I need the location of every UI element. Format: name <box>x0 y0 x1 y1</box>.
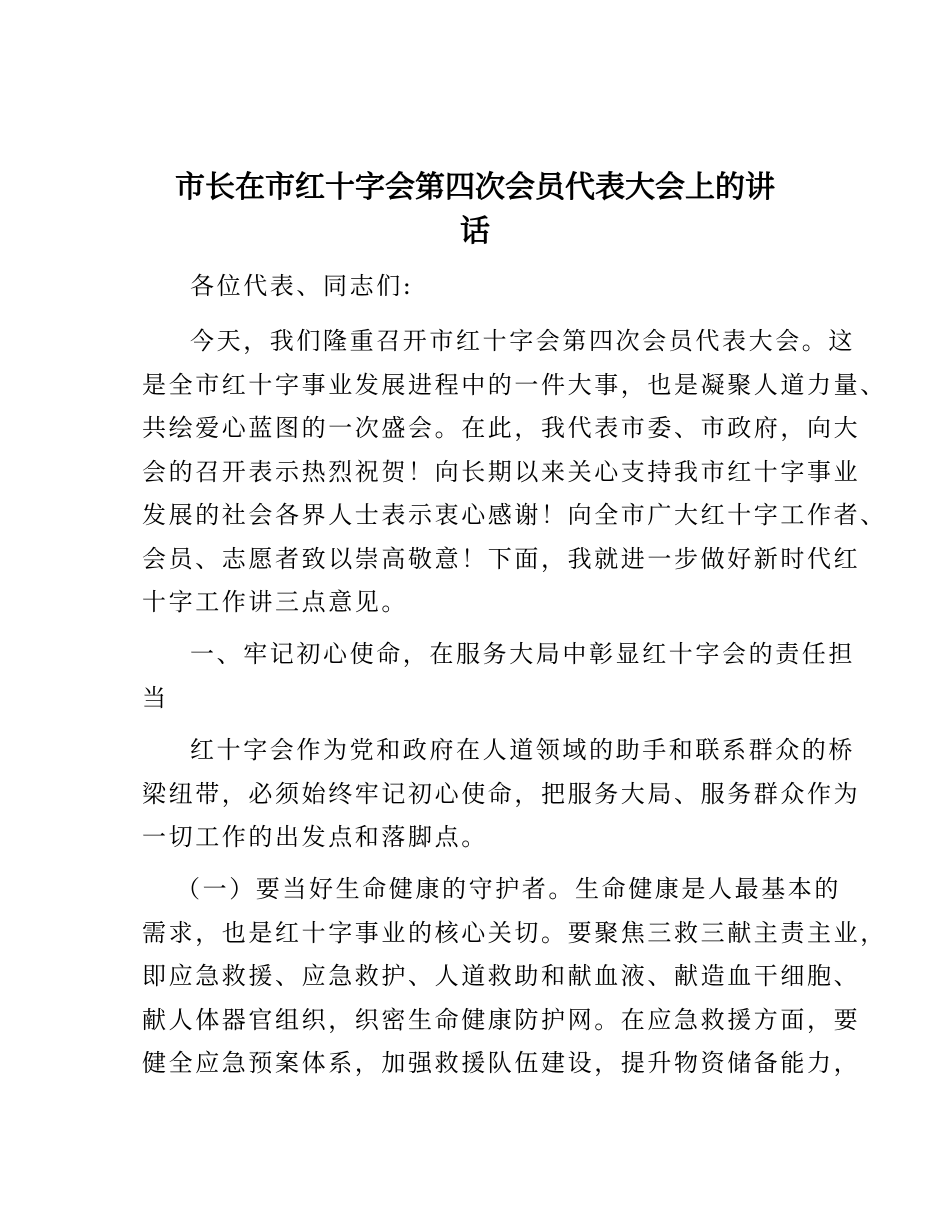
document-title-line-2: 话 <box>460 214 490 249</box>
section-heading-line: 一、牢记初心使命，在服务大局中彰显红十字会的责任担 <box>190 640 855 668</box>
paragraph-line: 会员、志愿者致以崇高敬意！下面，我就进一步做好新时代红 <box>142 545 861 573</box>
document-title-line-1: 市长在市红十字会第四次会员代表大会上的讲 <box>175 170 775 205</box>
paragraph-line: 即应急救援、应急救护、人道救助和献血液、献造血干细胞、 <box>142 962 861 990</box>
section-heading-line: 当 <box>142 684 169 712</box>
paragraph-line: （一）要当好生命健康的守护者。生命健康是人最基本的 <box>176 875 841 903</box>
paragraph-line: 红十字会作为党和政府在人道领域的助手和联系群众的桥 <box>190 736 855 764</box>
paragraph-line: 献人体器官组织，织密生命健康防护网。在应急救援方面，要 <box>142 1006 861 1034</box>
salutation: 各位代表、同志们: <box>190 272 414 300</box>
paragraph-line: 一切工作的出发点和落脚点。 <box>142 823 488 851</box>
paragraph-line: 需求，也是红十字事业的核心关切。要聚焦三救三献主责主业， <box>142 919 887 947</box>
paragraph-line: 今天，我们隆重召开市红十字会第四次会员代表大会。这 <box>190 327 855 355</box>
paragraph-line: 发展的社会各界人士表示衷心感谢！向全市广大红十字工作者、 <box>142 501 887 529</box>
paragraph-line: 梁纽带，必须始终牢记初心使命，把服务大局、服务群众作为 <box>142 780 861 808</box>
paragraph-line: 共绘爱心蓝图的一次盛会。在此，我代表市委、市政府，向大 <box>142 414 861 442</box>
paragraph-line: 会的召开表示热烈祝贺！向长期以来关心支持我市红十字事业 <box>142 458 861 486</box>
paragraph-line: 十字工作讲三点意见。 <box>142 588 408 616</box>
paragraph-line: 是全市红十字事业发展进程中的一件大事，也是凝聚人道力量、 <box>142 371 887 399</box>
paragraph-line: 健全应急预案体系，加强救援队伍建设，提升物资储备能力， <box>142 1049 861 1077</box>
